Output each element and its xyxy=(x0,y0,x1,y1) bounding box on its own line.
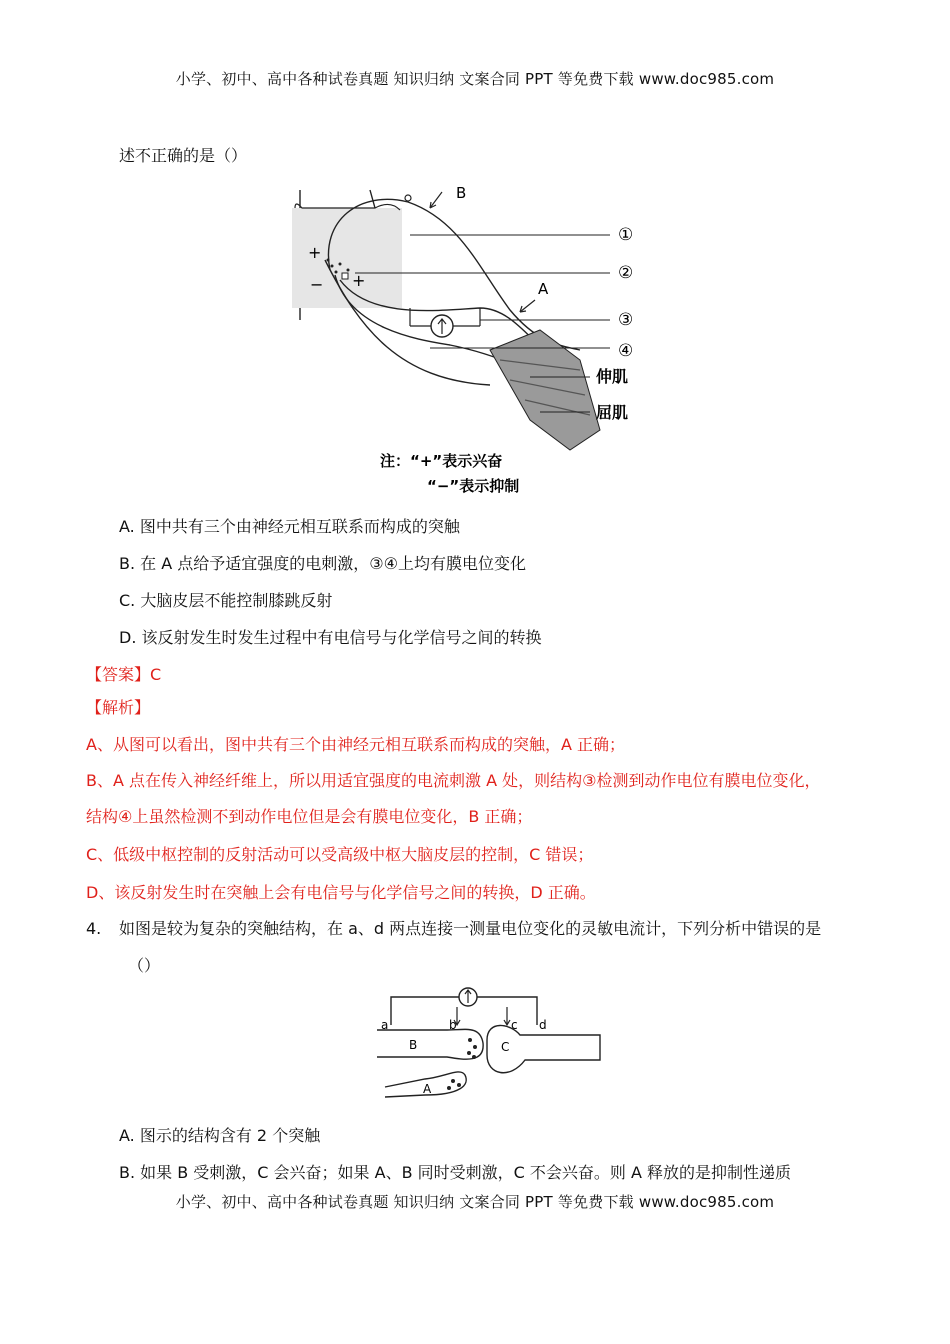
analysis-line-4: C、低级中枢控制的反射活动可以受高级中枢大脑皮层的控制，C 错误； xyxy=(86,845,594,864)
label-B: B xyxy=(409,1038,418,1052)
q4-number: 4. xyxy=(86,919,102,938)
label-C: C xyxy=(501,1040,510,1054)
q4-option-b: B. 如果 B 受刺激，C 会兴奋；如果 A、B 同时受刺激，C 不会兴奋。则 A 释放的是抑制性递质 xyxy=(119,1163,792,1182)
reflex-arc-figure xyxy=(280,180,680,500)
q3-option-b: B. 在 A 点给予适宜强度的电刺激，③④上均有膜电位变化 xyxy=(119,554,526,573)
analysis-line-1: A、从图可以看出，图中共有三个由神经元相互联系而构成的突触，A 正确； xyxy=(86,735,625,754)
label-b: b xyxy=(449,1018,457,1032)
label-a: a xyxy=(381,1018,389,1032)
label-3: ③ xyxy=(618,310,634,330)
minus-sign: − xyxy=(310,275,324,294)
vesicles xyxy=(447,1038,477,1090)
q4-option-a: A. 图示的结构含有 2 个突触 xyxy=(119,1126,321,1145)
answer-label: 【答案】C xyxy=(86,665,162,684)
label-A: A xyxy=(423,1082,432,1096)
label-extensor: 伸肌 xyxy=(596,367,629,386)
analysis-line-2: B、A 点在传入神经纤维上，所以用适宜强度的电流刺激 A 处，则结构③检测到动作电位有膜电位变化， xyxy=(86,771,821,790)
label-c: c xyxy=(511,1018,518,1032)
note-line-2: “−”表示抑制 xyxy=(427,477,520,495)
note-line-1: 注：“+”表示兴奋 xyxy=(380,452,503,470)
label-B: B xyxy=(456,184,467,202)
page-footer: 小学、初中、高中各种试卷真题 知识归纳 文案合同 PPT 等免费下载 www.doc985.com xyxy=(175,1193,775,1211)
plus-sign-1: + xyxy=(308,243,322,262)
plus-sign-2: + xyxy=(352,271,366,290)
ganglion-marker xyxy=(405,195,411,201)
label-1: ① xyxy=(618,225,634,245)
q4-stem-line-1: 如图是较为复杂的突触结构，在 a、d 两点连接一测量电位变化的灵敏电流计，下列分析中错误的是 xyxy=(119,919,822,938)
question-3-stem: 述不正确的是（） xyxy=(119,146,248,165)
label-d: d xyxy=(539,1018,547,1032)
label-A: A xyxy=(538,280,549,298)
q4-stem-line-2: （） xyxy=(128,956,161,975)
page-header: 小学、初中、高中各种试卷真题 知识归纳 文案合同 PPT 等免费下载 www.doc985.com xyxy=(175,70,775,88)
q3-option-d: D. 该反射发生时发生过程中有电信号与化学信号之间的转换 xyxy=(119,628,542,647)
label-flexor: 屈肌 xyxy=(596,403,629,422)
synapse-figure xyxy=(365,985,605,1100)
label-2: ② xyxy=(618,263,634,283)
analysis-label: 【解析】 xyxy=(86,698,151,717)
neuron-B xyxy=(377,1029,483,1059)
label-4: ④ xyxy=(618,341,634,361)
q3-option-c: C. 大脑皮层不能控制膝跳反射 xyxy=(119,591,333,610)
q3-option-a: A. 图中共有三个由神经元相互联系而构成的突触 xyxy=(119,517,460,536)
analysis-line-3: 结构④上虽然检测不到动作电位但是会有膜电位变化，B 正确； xyxy=(86,807,533,826)
analysis-line-5: D、该反射发生时在突触上会有电信号与化学信号之间的转换，D 正确。 xyxy=(86,883,596,902)
